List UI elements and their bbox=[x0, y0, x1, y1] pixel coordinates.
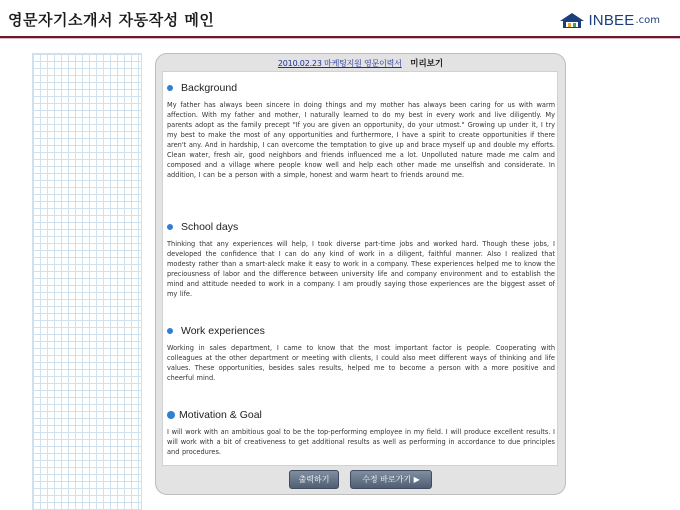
house-icon bbox=[559, 11, 585, 29]
grid-side-panel bbox=[32, 53, 142, 510]
blue-dot-icon bbox=[167, 328, 173, 334]
section-title: Work experiences bbox=[181, 325, 265, 337]
section-heading bbox=[167, 408, 555, 422]
blue-dot-icon bbox=[167, 411, 175, 419]
section-title: School days bbox=[181, 221, 239, 233]
logo-suffix: .com bbox=[635, 14, 660, 26]
header-divider-shadow bbox=[0, 38, 680, 39]
section-title: Motivation & Goal bbox=[179, 409, 262, 421]
section-body: My father has always been sincere in doing things and my mother has always been caring for us with warm affection. With my father and mother, I naturally learned to do my best in every work and live diligently. My parents adopt as the family precept "If you are given an opportunity, do your utmost." Growing up under it, I try my best to make the most of any opportunities and furthermore, I have a spirit to create opportunities if there aren't any. And in hardship, I can overcome the temptation to give up and brace myself up and double my efforts. Clean water, fresh air, good neighbors and friends influenced me a lot. Unpolluted nature made me calm and composed and a village where people know well and help each other made me unselfish and considerate. In addition, I can be a person with a simple, honest and warm heart to friends around me. bbox=[167, 101, 555, 179]
section-title: Background bbox=[181, 82, 238, 94]
print-button[interactable]: 출력하기 bbox=[289, 470, 339, 489]
section-work-experiences bbox=[167, 324, 555, 383]
section-school-days bbox=[167, 220, 555, 299]
button-bar bbox=[156, 470, 565, 489]
section-heading bbox=[167, 81, 555, 95]
inbee-logo[interactable] bbox=[559, 10, 660, 30]
section-background bbox=[167, 81, 555, 180]
preview-label: 미리보기 bbox=[410, 59, 444, 69]
card-header bbox=[156, 57, 565, 69]
section-motivation-goal bbox=[167, 408, 555, 457]
section-body: I will work with an ambitious goal to be the top-performing employee in my field. I will produce excellent results. I will work with a bit of creativeness to get additional results as well as performing in accordance to due principles and procedures. bbox=[167, 428, 555, 456]
blue-dot-icon bbox=[167, 85, 173, 91]
section-heading bbox=[167, 324, 555, 338]
document-title-link[interactable]: 2010.02.23 마케팅지원 영문이력서 bbox=[277, 59, 402, 68]
preview-card bbox=[155, 53, 566, 495]
section-body: Thinking that any experiences will help, I took diverse part-time jobs and worked hard. Though these jobs, I developed the confidence that I can do any kind of work in a diligent, faithful manner. Also I realized that modesty rather than a smart-aleck make it easy to work in a company. These experiences helped me to know the preciousness of labor and the difference between university life and company environment and to establish the mind and attitude needed to work in a company. I am proudly saying those experiences are the biggest asset of my life. bbox=[167, 240, 555, 298]
document-preview[interactable] bbox=[162, 71, 558, 466]
blue-dot-icon bbox=[167, 224, 173, 230]
logo-text: INBEE bbox=[588, 11, 635, 29]
section-body: Working in sales department, I came to know that the most important factor is people. Cooperating with colleagues at the other department or meeting with clients, I could also meet different ways of thinking and life values. These opportunities, besides sales results, helped me to become a person with a more positive and cheerful mind. bbox=[167, 344, 555, 382]
section-heading bbox=[167, 220, 555, 234]
edit-shortcut-button[interactable]: 수정 바로가기 ▶ bbox=[350, 470, 432, 489]
page-title: 영문자기소개서 자동작성 메인 bbox=[8, 11, 215, 29]
